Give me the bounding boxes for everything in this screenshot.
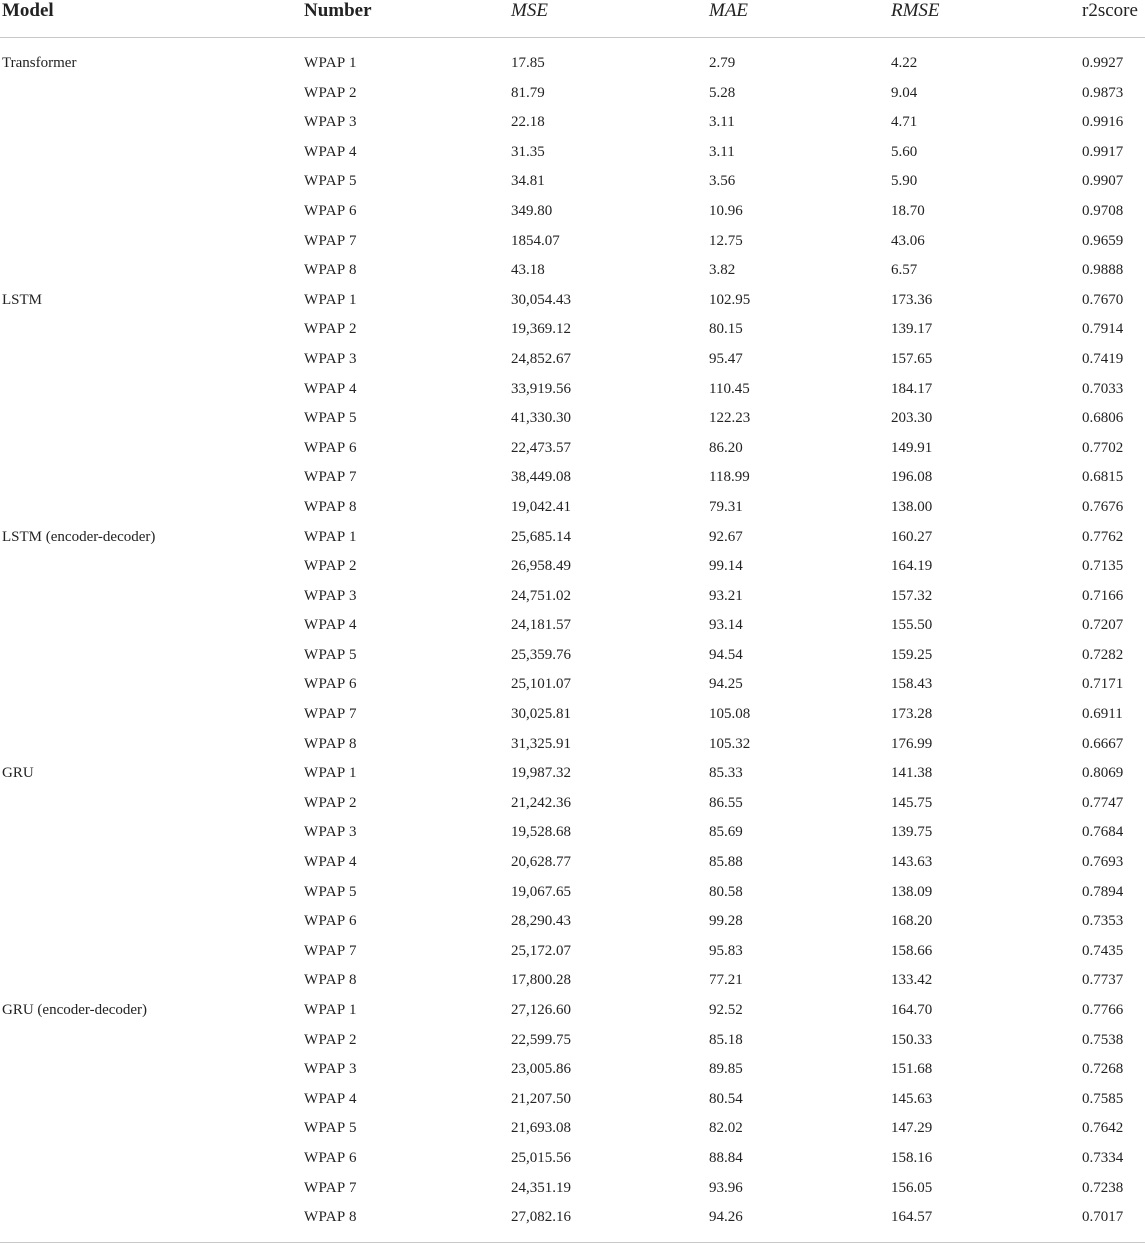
cell-rmse: 138.09 [891,883,933,900]
cell-number: WPAP 8 [304,498,357,515]
cell-r2score: 0.7585 [1082,1090,1124,1107]
cell-mae: 99.14 [709,558,743,575]
cell-number: WPAP 2 [304,558,357,575]
cell-mse: 19,067.65 [511,883,571,900]
cell-r2score: 0.7737 [1082,972,1124,989]
cell-number: WPAP 1 [304,55,357,71]
cell-rmse: 9.04 [891,84,918,101]
cell-rmse: 150.33 [891,1031,933,1048]
cell-rmse: 147.29 [891,1120,933,1137]
cell-rmse: 196.08 [891,469,933,486]
cell-mae: 80.54 [709,1090,743,1107]
cell-r2score: 0.7017 [1082,1209,1124,1226]
cell-r2score: 0.7538 [1082,1031,1124,1048]
cell-number: WPAP 2 [304,321,357,338]
cell-r2score: 0.7766 [1082,1002,1124,1018]
cell-r2score: 0.7435 [1082,942,1124,959]
table-row [0,700,1145,730]
cell-mae: 93.96 [709,1179,743,1196]
cell-number: WPAP 6 [304,202,357,219]
table-body [0,49,1145,1233]
table-row [0,404,1145,434]
cell-mse: 27,126.60 [511,1002,571,1018]
table-row [0,789,1145,819]
cell-rmse: 6.57 [891,262,918,279]
cell-number: WPAP 5 [304,410,357,427]
cell-mae: 86.55 [709,794,743,811]
cell-r2score: 0.6815 [1082,469,1124,486]
cell-mse: 19,369.12 [511,321,571,338]
cell-number: WPAP 7 [304,469,357,486]
cell-mae: 3.11 [709,114,735,131]
cell-r2score: 0.7166 [1082,587,1124,604]
cell-rmse: 5.60 [891,143,918,160]
header-mae: MAE [709,0,749,21]
table-row [0,108,1145,138]
cell-r2score: 0.7670 [1082,291,1124,308]
header-model: Model [2,0,54,21]
cell-rmse: 141.38 [891,765,933,782]
table-row [0,256,1145,286]
cell-mae: 79.31 [709,498,743,515]
cell-model: LSTM [2,291,43,308]
cell-r2score: 0.7762 [1082,528,1124,545]
table-row [0,966,1145,996]
table-row [0,49,1145,79]
cell-mse: 24,181.57 [511,617,571,634]
cell-mae: 86.20 [709,439,743,456]
cell-r2score: 0.7135 [1082,558,1124,575]
cell-number: WPAP 3 [304,587,357,604]
cell-r2score: 0.9917 [1082,143,1124,160]
cell-mse: 21,242.36 [511,794,571,811]
cell-number: WPAP 7 [304,1179,357,1196]
cell-number: WPAP 5 [304,646,357,663]
cell-number: WPAP 4 [304,143,357,160]
cell-mse: 20,628.77 [511,854,571,871]
table-row [0,1203,1145,1233]
cell-r2score: 0.7334 [1082,1149,1124,1166]
cell-rmse: 149.91 [891,439,933,456]
cell-r2score: 0.7207 [1082,617,1124,634]
cell-r2score: 0.9916 [1082,114,1124,131]
table-row [0,818,1145,848]
cell-mse: 25,101.07 [511,676,571,693]
cell-number: WPAP 4 [304,380,357,397]
cell-number: WPAP 4 [304,1090,357,1107]
cell-r2score: 0.7282 [1082,646,1124,663]
header-number: Number [304,0,372,21]
cell-rmse: 158.66 [891,942,933,959]
cell-number: WPAP 3 [304,114,357,131]
cell-mae: 93.14 [709,617,743,634]
cell-number: WPAP 6 [304,913,357,930]
cell-number: WPAP 2 [304,1031,357,1048]
cell-r2score: 0.7914 [1082,321,1124,338]
table-row [0,1144,1145,1174]
cell-r2score: 0.7676 [1082,498,1124,515]
cell-number: WPAP 3 [304,350,357,367]
cell-mse: 1854.07 [511,232,560,249]
cell-r2score: 0.9888 [1082,262,1124,279]
cell-rmse: 158.16 [891,1149,933,1166]
cell-mae: 94.54 [709,646,743,663]
cell-mse: 81.79 [511,84,545,101]
table-row [0,167,1145,197]
cell-mse: 38,449.08 [511,469,571,486]
cell-rmse: 151.68 [891,1061,933,1078]
cell-rmse: 139.75 [891,824,933,841]
cell-rmse: 4.71 [891,114,918,131]
cell-r2score: 0.7268 [1082,1061,1124,1078]
table-row [0,582,1145,612]
cell-mse: 17.85 [511,55,545,71]
cell-mse: 22,599.75 [511,1031,571,1048]
cell-mse: 22,473.57 [511,439,571,456]
cell-mse: 22.18 [511,114,545,131]
cell-mse: 24,351.19 [511,1179,571,1196]
cell-mae: 5.28 [709,84,736,101]
cell-rmse: 18.70 [891,202,925,219]
cell-mae: 2.79 [709,55,736,71]
table-row [0,493,1145,523]
cell-mae: 94.25 [709,676,743,693]
cell-mae: 3.56 [709,173,736,190]
cell-r2score: 0.9659 [1082,232,1124,249]
cell-number: WPAP 8 [304,972,357,989]
cell-mae: 85.69 [709,824,743,841]
table-row [0,463,1145,493]
cell-mse: 30,054.43 [511,291,571,308]
cell-r2score: 0.6806 [1082,410,1124,427]
cell-mse: 21,207.50 [511,1090,571,1107]
cell-rmse: 5.90 [891,173,918,190]
cell-mae: 85.33 [709,765,743,782]
cell-mae: 10.96 [709,202,743,219]
cell-mae: 122.23 [709,410,751,427]
cell-rmse: 164.19 [891,558,933,575]
header-r2score: r2score [1082,0,1138,21]
cell-mse: 24,852.67 [511,350,571,367]
cell-number: WPAP 4 [304,617,357,634]
cell-number: WPAP 2 [304,84,357,101]
cell-mae: 92.52 [709,1002,743,1018]
cell-mae: 80.58 [709,883,743,900]
cell-r2score: 0.9907 [1082,173,1124,190]
cell-number: WPAP 5 [304,173,357,190]
cell-number: WPAP 1 [304,291,357,308]
table-row [0,996,1145,1026]
cell-r2score: 0.8069 [1082,765,1124,782]
cell-r2score: 0.7238 [1082,1179,1124,1196]
cell-number: WPAP 8 [304,735,357,752]
cell-r2score: 0.7702 [1082,439,1124,456]
cell-number: WPAP 5 [304,1120,357,1137]
table-row [0,1114,1145,1144]
cell-r2score: 0.7419 [1082,350,1124,367]
cell-rmse: 143.63 [891,854,933,871]
cell-mae: 92.67 [709,528,743,545]
cell-mse: 26,958.49 [511,558,571,575]
cell-mse: 25,172.07 [511,942,571,959]
cell-rmse: 168.20 [891,913,933,930]
table-row [0,552,1145,582]
cell-r2score: 0.7171 [1082,676,1124,693]
table-row [0,197,1145,227]
cell-mse: 19,528.68 [511,824,571,841]
cell-number: WPAP 8 [304,1209,357,1226]
cell-mae: 12.75 [709,232,743,249]
cell-rmse: 155.50 [891,617,933,634]
cell-mse: 349.80 [511,202,553,219]
cell-r2score: 0.7642 [1082,1120,1124,1137]
cell-rmse: 159.25 [891,646,933,663]
table-row [0,937,1145,967]
cell-number: WPAP 6 [304,676,357,693]
cell-number: WPAP 3 [304,1061,357,1078]
cell-mae: 99.28 [709,913,743,930]
table-row [0,611,1145,641]
cell-mae: 77.21 [709,972,743,989]
table-row [0,730,1145,760]
table-row [0,315,1145,345]
cell-mae: 105.08 [709,706,751,723]
table-row [0,434,1145,464]
cell-rmse: 157.65 [891,350,933,367]
cell-mae: 110.45 [709,380,750,397]
cell-mse: 19,987.32 [511,765,571,782]
cell-number: WPAP 6 [304,439,357,456]
table-row [0,907,1145,937]
cell-mse: 30,025.81 [511,706,571,723]
cell-rmse: 164.70 [891,1002,933,1018]
cell-number: WPAP 7 [304,232,357,249]
cell-number: WPAP 6 [304,1149,357,1166]
header-mse: MSE [511,0,548,21]
cell-rmse: 203.30 [891,410,933,427]
cell-number: WPAP 1 [304,528,357,545]
cell-r2score: 0.7693 [1082,854,1124,871]
cell-mae: 93.21 [709,587,743,604]
table-header [0,0,1145,38]
table-row [0,848,1145,878]
cell-mse: 31,325.91 [511,735,571,752]
table-row [0,670,1145,700]
table-row [0,878,1145,908]
cell-mse: 21,693.08 [511,1120,571,1137]
cell-mse: 25,359.76 [511,646,571,663]
cell-rmse: 145.63 [891,1090,933,1107]
cell-mae: 89.85 [709,1061,743,1078]
cell-rmse: 145.75 [891,794,933,811]
cell-number: WPAP 7 [304,942,357,959]
cell-number: WPAP 2 [304,794,357,811]
cell-mae: 3.11 [709,143,735,160]
cell-mse: 33,919.56 [511,380,571,397]
table-row [0,1055,1145,1085]
cell-mse: 31.35 [511,143,545,160]
cell-rmse: 158.43 [891,676,933,693]
table-row [0,641,1145,671]
cell-r2score: 0.7684 [1082,824,1124,841]
cell-rmse: 164.57 [891,1209,933,1226]
cell-rmse: 4.22 [891,55,918,71]
cell-mae: 80.15 [709,321,743,338]
cell-rmse: 43.06 [891,232,925,249]
cell-mse: 23,005.86 [511,1061,571,1078]
cell-rmse: 173.28 [891,706,933,723]
cell-number: WPAP 1 [304,1002,357,1018]
table-row [0,759,1145,789]
cell-r2score: 0.7894 [1082,883,1124,900]
cell-rmse: 157.32 [891,587,933,604]
cell-mae: 88.84 [709,1149,743,1166]
cell-mae: 85.88 [709,854,743,871]
table-bottom-rule [0,1242,1145,1243]
table-row [0,79,1145,109]
table-row [0,1085,1145,1115]
header-rmse: RMSE [891,0,940,21]
table-row [0,286,1145,316]
cell-r2score: 0.6667 [1082,735,1124,752]
cell-mse: 19,042.41 [511,498,571,515]
cell-mae: 94.26 [709,1209,743,1226]
cell-r2score: 0.7747 [1082,794,1124,811]
cell-mae: 105.32 [709,735,751,752]
table-row [0,345,1145,375]
cell-r2score: 0.7033 [1082,380,1124,397]
cell-number: WPAP 5 [304,883,357,900]
table-row [0,1026,1145,1056]
table-row [0,523,1145,553]
cell-model: GRU (encoder-decoder) [2,1002,148,1018]
table-row [0,1174,1145,1204]
cell-rmse: 133.42 [891,972,933,989]
cell-mse: 17,800.28 [511,972,571,989]
cell-r2score: 0.7353 [1082,913,1124,930]
cell-mae: 118.99 [709,469,750,486]
cell-mae: 95.83 [709,942,743,959]
table-row [0,227,1145,257]
cell-r2score: 0.9873 [1082,84,1124,101]
cell-mae: 3.82 [709,262,736,279]
cell-rmse: 184.17 [891,380,933,397]
cell-mae: 82.02 [709,1120,743,1137]
cell-rmse: 138.00 [891,498,933,515]
cell-rmse: 160.27 [891,528,933,545]
table-row [0,138,1145,168]
cell-model: Transformer [2,55,77,71]
cell-rmse: 173.36 [891,291,933,308]
cell-mse: 43.18 [511,262,545,279]
cell-number: WPAP 3 [304,824,357,841]
cell-model: GRU [2,765,34,782]
cell-rmse: 176.99 [891,735,933,752]
cell-number: WPAP 1 [304,765,357,782]
cell-model: LSTM (encoder-decoder) [2,528,156,545]
cell-number: WPAP 8 [304,262,357,279]
cell-number: WPAP 4 [304,854,357,871]
cell-rmse: 139.17 [891,321,933,338]
cell-r2score: 0.6911 [1082,706,1123,723]
cell-mae: 85.18 [709,1031,743,1048]
cell-number: WPAP 7 [304,706,357,723]
cell-mae: 95.47 [709,350,743,367]
table-row [0,375,1145,405]
cell-mse: 34.81 [511,173,545,190]
cell-r2score: 0.9708 [1082,202,1124,219]
cell-mse: 41,330.30 [511,410,571,427]
cell-rmse: 156.05 [891,1179,933,1196]
cell-mse: 25,015.56 [511,1149,571,1166]
cell-mse: 25,685.14 [511,528,571,545]
cell-mae: 102.95 [709,291,751,308]
cell-mse: 28,290.43 [511,913,571,930]
cell-r2score: 0.9927 [1082,55,1124,71]
cell-mse: 24,751.02 [511,587,571,604]
cell-mse: 27,082.16 [511,1209,571,1226]
